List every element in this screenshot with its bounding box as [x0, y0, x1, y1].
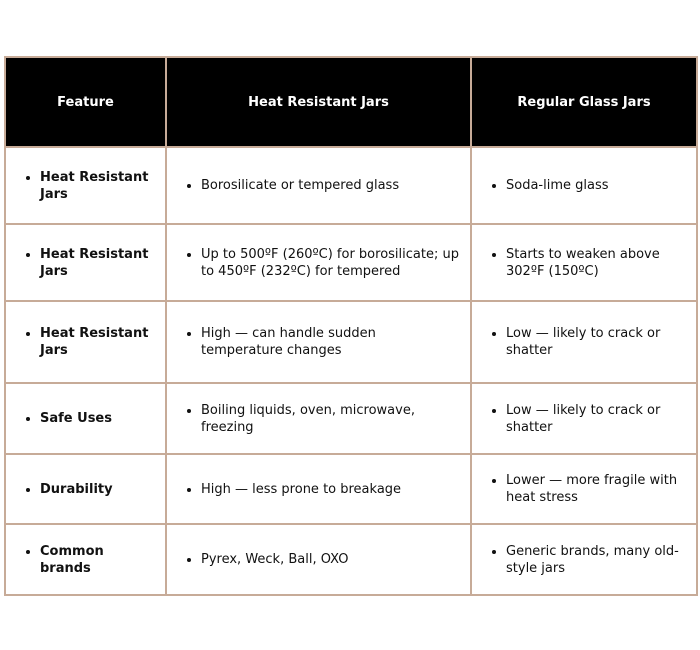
regular-cell	[471, 383, 697, 454]
heat-resistant-cell	[166, 454, 471, 524]
feature-cell	[5, 383, 166, 454]
heat-resistant-cell	[166, 147, 471, 224]
feature-label: • Heat Resistant Jars	[40, 325, 155, 359]
heat-resistant-cell	[166, 301, 471, 383]
feature-label: • Durability	[40, 481, 155, 498]
heat-resistant-value: • Borosilicate or tempered glass	[201, 177, 460, 194]
regular-cell	[471, 454, 697, 524]
regular-value: • Low — likely to crack or shatter	[506, 325, 686, 359]
regular-value: • Lower — more fragile with heat stress	[506, 472, 686, 506]
comparison-table	[4, 56, 698, 596]
header-regular-glass-jars: Regular Glass Jars	[471, 57, 697, 147]
feature-label: • Heat Resistant Jars	[40, 246, 155, 280]
feature-label: • Common brands	[40, 543, 155, 577]
comparison-table-container	[4, 56, 696, 596]
feature-label: • Safe Uses	[40, 410, 155, 427]
feature-cell	[5, 147, 166, 224]
heat-resistant-value: • Boiling liquids, oven, microwave, freezing	[201, 402, 460, 436]
regular-cell	[471, 224, 697, 301]
heat-resistant-value: • Up to 500ºF (260ºC) for borosilicate; up to 450ºF (232ºC) for tempered	[201, 246, 460, 280]
table-row	[5, 147, 697, 224]
heat-resistant-cell	[166, 224, 471, 301]
table-row	[5, 454, 697, 524]
header-heat-resistant-jars: Heat Resistant Jars	[166, 57, 471, 147]
heat-resistant-value: • High — can handle sudden temperature changes	[201, 325, 460, 359]
feature-cell	[5, 454, 166, 524]
feature-label: • Heat Resistant Jars	[40, 169, 155, 203]
table-body	[5, 147, 697, 595]
heat-resistant-cell	[166, 383, 471, 454]
table-row	[5, 301, 697, 383]
heat-resistant-value: • Pyrex, Weck, Ball, OXO	[201, 551, 460, 568]
feature-cell	[5, 524, 166, 595]
heat-resistant-value: • High — less prone to breakage	[201, 481, 460, 498]
regular-value: • Low — likely to crack or shatter	[506, 402, 686, 436]
feature-cell	[5, 224, 166, 301]
regular-cell	[471, 147, 697, 224]
regular-cell	[471, 301, 697, 383]
feature-cell	[5, 301, 166, 383]
header-feature: Feature	[5, 57, 166, 147]
regular-value: • Soda-lime glass	[506, 177, 686, 194]
table-row	[5, 383, 697, 454]
table-row	[5, 224, 697, 301]
table-row	[5, 524, 697, 595]
regular-value: • Starts to weaken above 302ºF (150ºC)	[506, 246, 686, 280]
regular-value: • Generic brands, many old-style jars	[506, 543, 686, 577]
heat-resistant-cell	[166, 524, 471, 595]
regular-cell	[471, 524, 697, 595]
table-header	[5, 57, 697, 147]
header-row	[5, 57, 697, 147]
